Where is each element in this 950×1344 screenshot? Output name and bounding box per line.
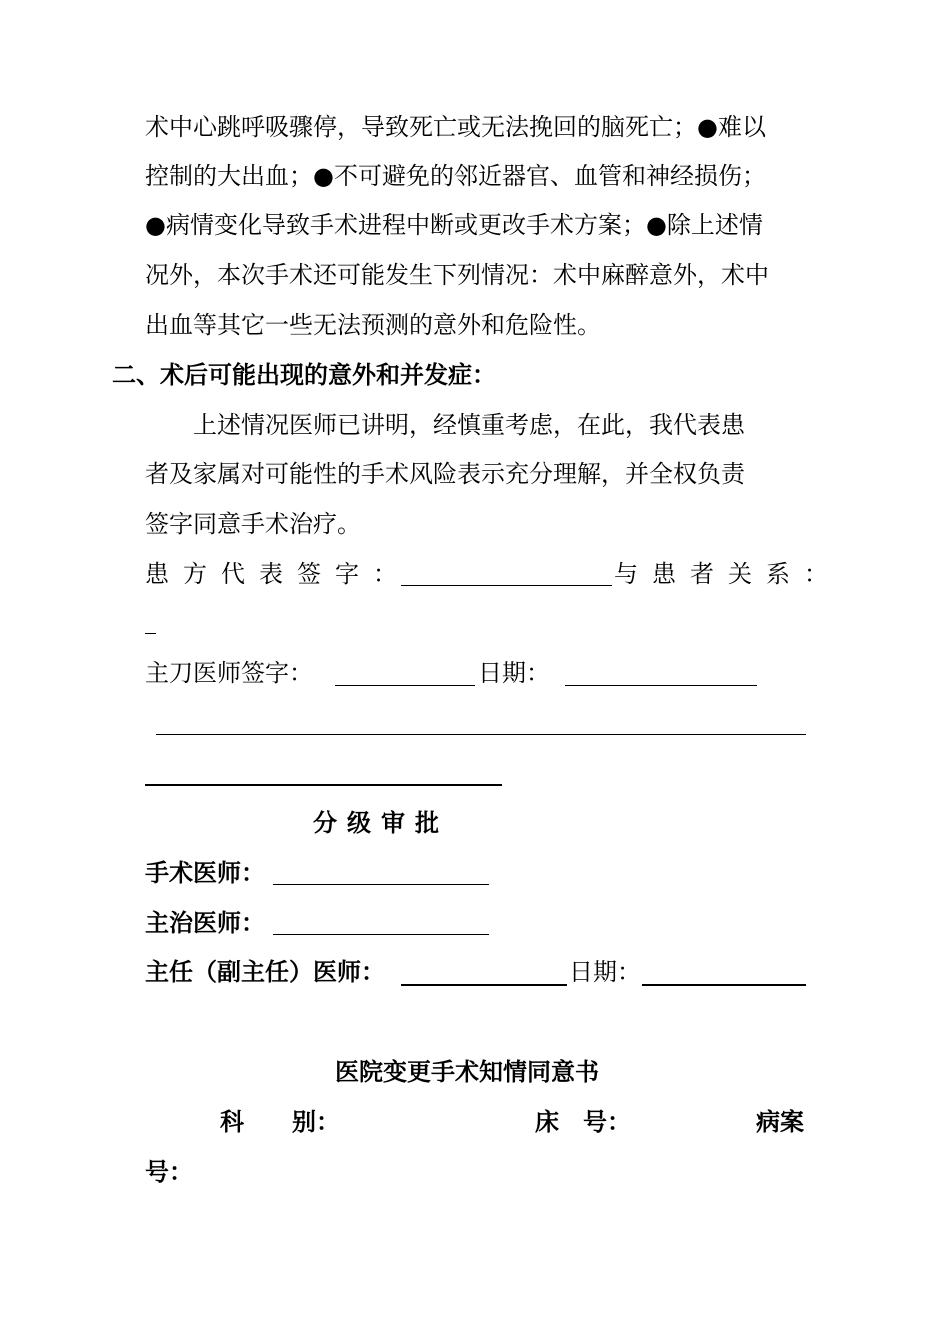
surgeon-sign-label: 主刀医师签字：	[145, 659, 313, 687]
approval-director-line[interactable]	[401, 984, 567, 986]
patient-rep-signature-line[interactable]	[401, 585, 612, 586]
approval-attending-label: 主治医师：	[145, 908, 265, 937]
blank-line-2	[145, 784, 502, 786]
consent-line-1: 上述情况医师已讲明，经慎重考虑，在此，我代表患	[193, 411, 745, 439]
approval-date-label: 日期：	[569, 958, 641, 986]
paragraph-line-5: 出血等其它一些无法预测的意外和危险性。	[145, 311, 601, 339]
blank-line-1	[156, 734, 806, 735]
case-number-label-cont: 号：	[145, 1157, 193, 1186]
section-heading: 二、术后可能出现的意外和并发症：	[112, 360, 496, 389]
surgeon-date-line[interactable]	[565, 685, 757, 686]
dept-label: 科 别：	[220, 1107, 340, 1136]
consent-line-3: 签字同意手术治疗。	[145, 510, 361, 538]
paragraph-line-4: 况外，本次手术还可能发生下列情况：术中麻醉意外，术中	[145, 261, 769, 289]
consent-line-2: 者及家属对可能性的手术风险表示充分理解，并全权负责	[145, 460, 745, 488]
bed-label: 床 号：	[535, 1107, 631, 1136]
approval-surgeon-label: 手术医师：	[145, 858, 265, 887]
relation-label: 与患者关系：	[614, 560, 842, 588]
approval-title: 分级审批	[313, 808, 449, 837]
relation-signature-line[interactable]	[145, 633, 156, 634]
form-title: 医院变更手术知情同意书	[335, 1057, 599, 1086]
case-number-label: 病案	[756, 1107, 804, 1136]
approval-director-label: 主任（副主任）医师：	[145, 957, 385, 986]
paragraph-line-1: 术中心跳呼吸骤停，导致死亡或无法挽回的脑死亡；●难以	[145, 113, 766, 141]
paragraph-line-3: ●病情变化导致手术进程中断或更改手术方案；●除上述情	[145, 211, 763, 239]
approval-attending-line[interactable]	[273, 934, 489, 935]
paragraph-line-2: 控制的大出血；●不可避免的邻近器官、血管和神经损伤；	[145, 162, 766, 190]
patient-rep-label: 患方代表签字：	[145, 560, 411, 588]
surgeon-date-label: 日期：	[478, 659, 550, 687]
surgeon-signature-line[interactable]	[335, 685, 475, 686]
approval-surgeon-line[interactable]	[273, 884, 489, 885]
approval-date-line[interactable]	[642, 984, 806, 986]
